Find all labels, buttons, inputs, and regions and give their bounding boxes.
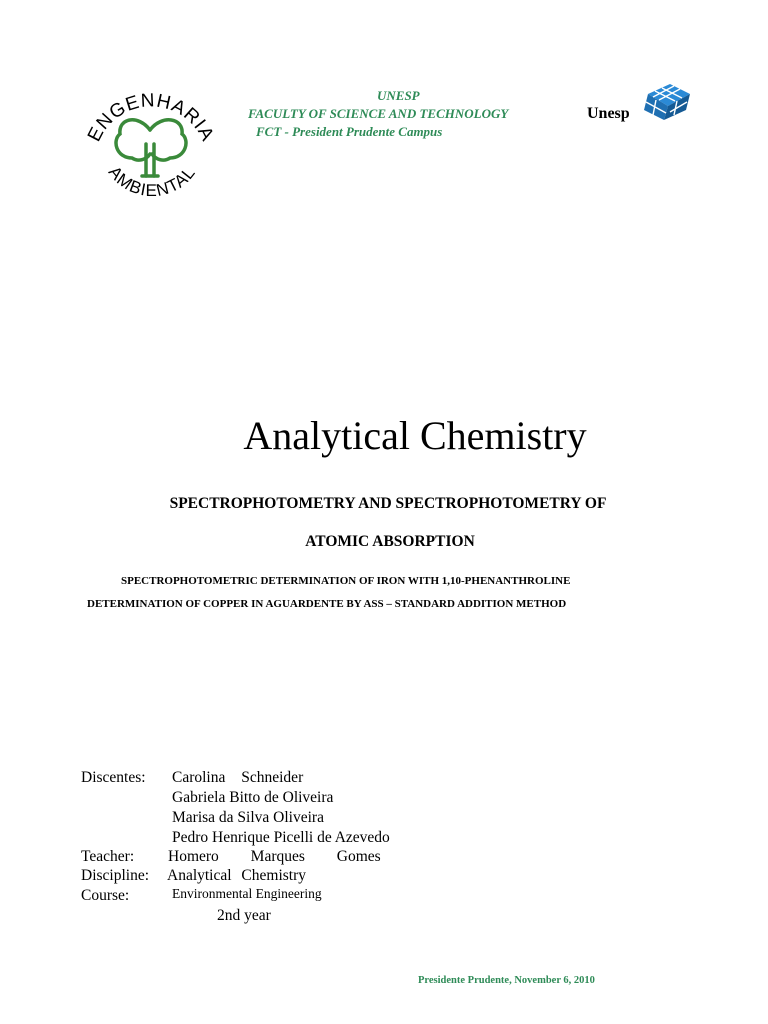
subtitle-line-2: ATOMIC ABSORPTION <box>305 533 475 550</box>
discipline-label: Discipline: <box>81 867 150 884</box>
course-value: Environmental Engineering <box>172 886 322 901</box>
logo-ring-top-text: ENGENHARIA <box>83 90 219 146</box>
header-faculty: FACULTY OF SCIENCE AND TECHNOLOGY <box>248 106 509 121</box>
student-name: Carolina Schneider <box>172 769 304 786</box>
logo-ring-bottom-text: AMBIENTAL <box>104 162 200 201</box>
svg-text:AMBIENTAL <box>105 163 199 200</box>
determination-iron: SPECTROPHOTOMETRIC DETERMINATION OF IRON WITH 1,10-PHENANTHROLINE <box>121 575 571 587</box>
engenharia-ambiental-logo <box>82 78 220 210</box>
teacher-name: Homero Marques Gomes <box>168 848 381 865</box>
unesp-wordmark: Unesp <box>587 105 630 122</box>
teacher-label: Teacher: <box>81 848 135 865</box>
unesp-cube-logo <box>640 80 692 122</box>
svg-text:ENGENHARIA <box>84 90 218 145</box>
student-name: Pedro Henrique Picelli de Azevedo <box>172 829 390 846</box>
page-title: Analytical Chemistry <box>243 413 587 458</box>
determination-copper: DETERMINATION OF COPPER IN AGUARDENTE BY ASS – STANDARD ADDITION METHOD <box>87 598 567 610</box>
unesp-cube-icon <box>644 84 690 120</box>
footer-place-date: Presidente Prudente, November 6, 2010 <box>418 975 595 986</box>
discentes-label: Discentes: <box>81 769 146 786</box>
header-unesp: UNESP <box>377 88 420 103</box>
header-campus: FCT - President Prudente Campus <box>256 124 443 139</box>
tree-icon <box>116 120 186 176</box>
course-year: 2nd year <box>217 907 271 924</box>
discipline-value: Analytical Chemistry <box>167 867 307 884</box>
subtitle-line-1: SPECTROPHOTOMETRY AND SPECTROPHOTOMETRY OF <box>169 495 607 512</box>
student-name: Marisa da Silva Oliveira <box>172 809 324 826</box>
course-label: Course: <box>81 887 130 904</box>
student-name: Gabriela Bitto de Oliveira <box>172 789 334 806</box>
